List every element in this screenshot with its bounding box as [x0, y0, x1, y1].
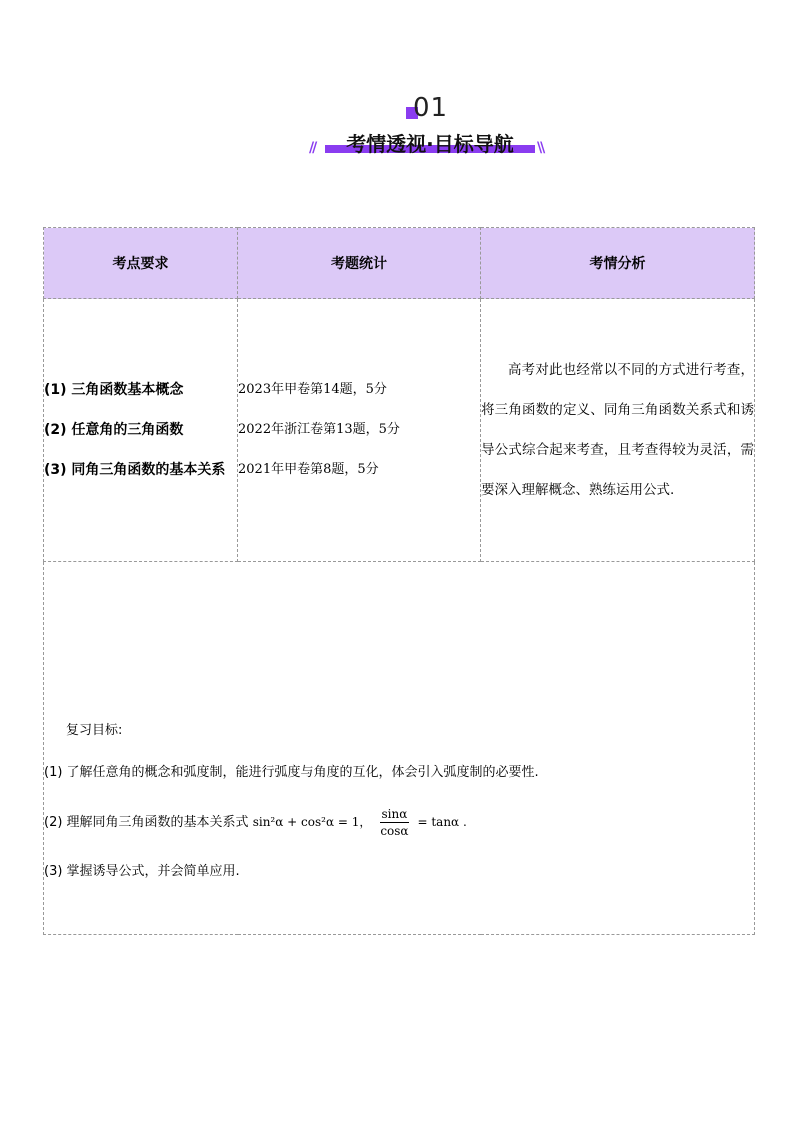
- goal-item-3: (3) 掌握诱导公式，并会简单应用.: [44, 864, 240, 879]
- requirement-item: (3) 同角三角函数的基本关系: [44, 462, 226, 478]
- table-header-row: [44, 228, 755, 299]
- requirement-item: (2) 任意角的三角函数: [44, 422, 184, 438]
- exam-analysis-table: [43, 227, 755, 935]
- tan-fraction: [380, 806, 410, 839]
- goals-row: [44, 562, 755, 935]
- header-statistics: 考题统计: [238, 228, 481, 299]
- header-requirements: 考点要求: [44, 228, 238, 299]
- tan-result: = tanα .: [417, 815, 467, 829]
- requirement-item: (1) 三角函数基本概念: [44, 382, 184, 398]
- goal-item-2-text: (2) 理解同角三角函数的基本关系式: [44, 815, 249, 830]
- statistics-cell: [238, 299, 481, 562]
- section-title: 考情透视·目标导航: [346, 132, 514, 156]
- analysis-text: 高考对此也经常以不同的方式进行考查，将三角函数的定义、同角三角函数关系式和诱导公式综合起来考查，且考查得较为灵活，需要深入理解概念、熟练运用公式.: [481, 362, 754, 498]
- header-analysis: 考情分析: [481, 228, 755, 299]
- stat-item: 2022年浙江卷第13题，5分: [238, 422, 400, 437]
- goals-title: 复习目标:: [66, 723, 123, 738]
- review-goals-cell: [44, 562, 755, 935]
- section-number: 01: [413, 93, 449, 123]
- slash-right-decoration: \\: [537, 140, 544, 156]
- stat-item: 2021年甲卷第8题，5分: [238, 462, 379, 477]
- table-content-row: [44, 299, 755, 562]
- identity-formula: sin²α + cos²α = 1，: [252, 815, 372, 829]
- fraction-numerator: sinα: [381, 807, 408, 821]
- stat-item: 2023年甲卷第14题，5分: [238, 382, 387, 397]
- slash-left-decoration: //: [309, 140, 316, 156]
- goal-item-2: [44, 806, 754, 839]
- section-title-block: [305, 128, 555, 160]
- goal-item-1: (1) 了解任意角的概念和弧度制，能进行弧度与角度的互化，体会引入弧度制的必要性.: [44, 765, 539, 780]
- requirements-cell: [44, 299, 238, 562]
- analysis-cell: [481, 299, 755, 562]
- fraction-denominator: cosα: [380, 824, 409, 838]
- section-number-block: [395, 95, 455, 125]
